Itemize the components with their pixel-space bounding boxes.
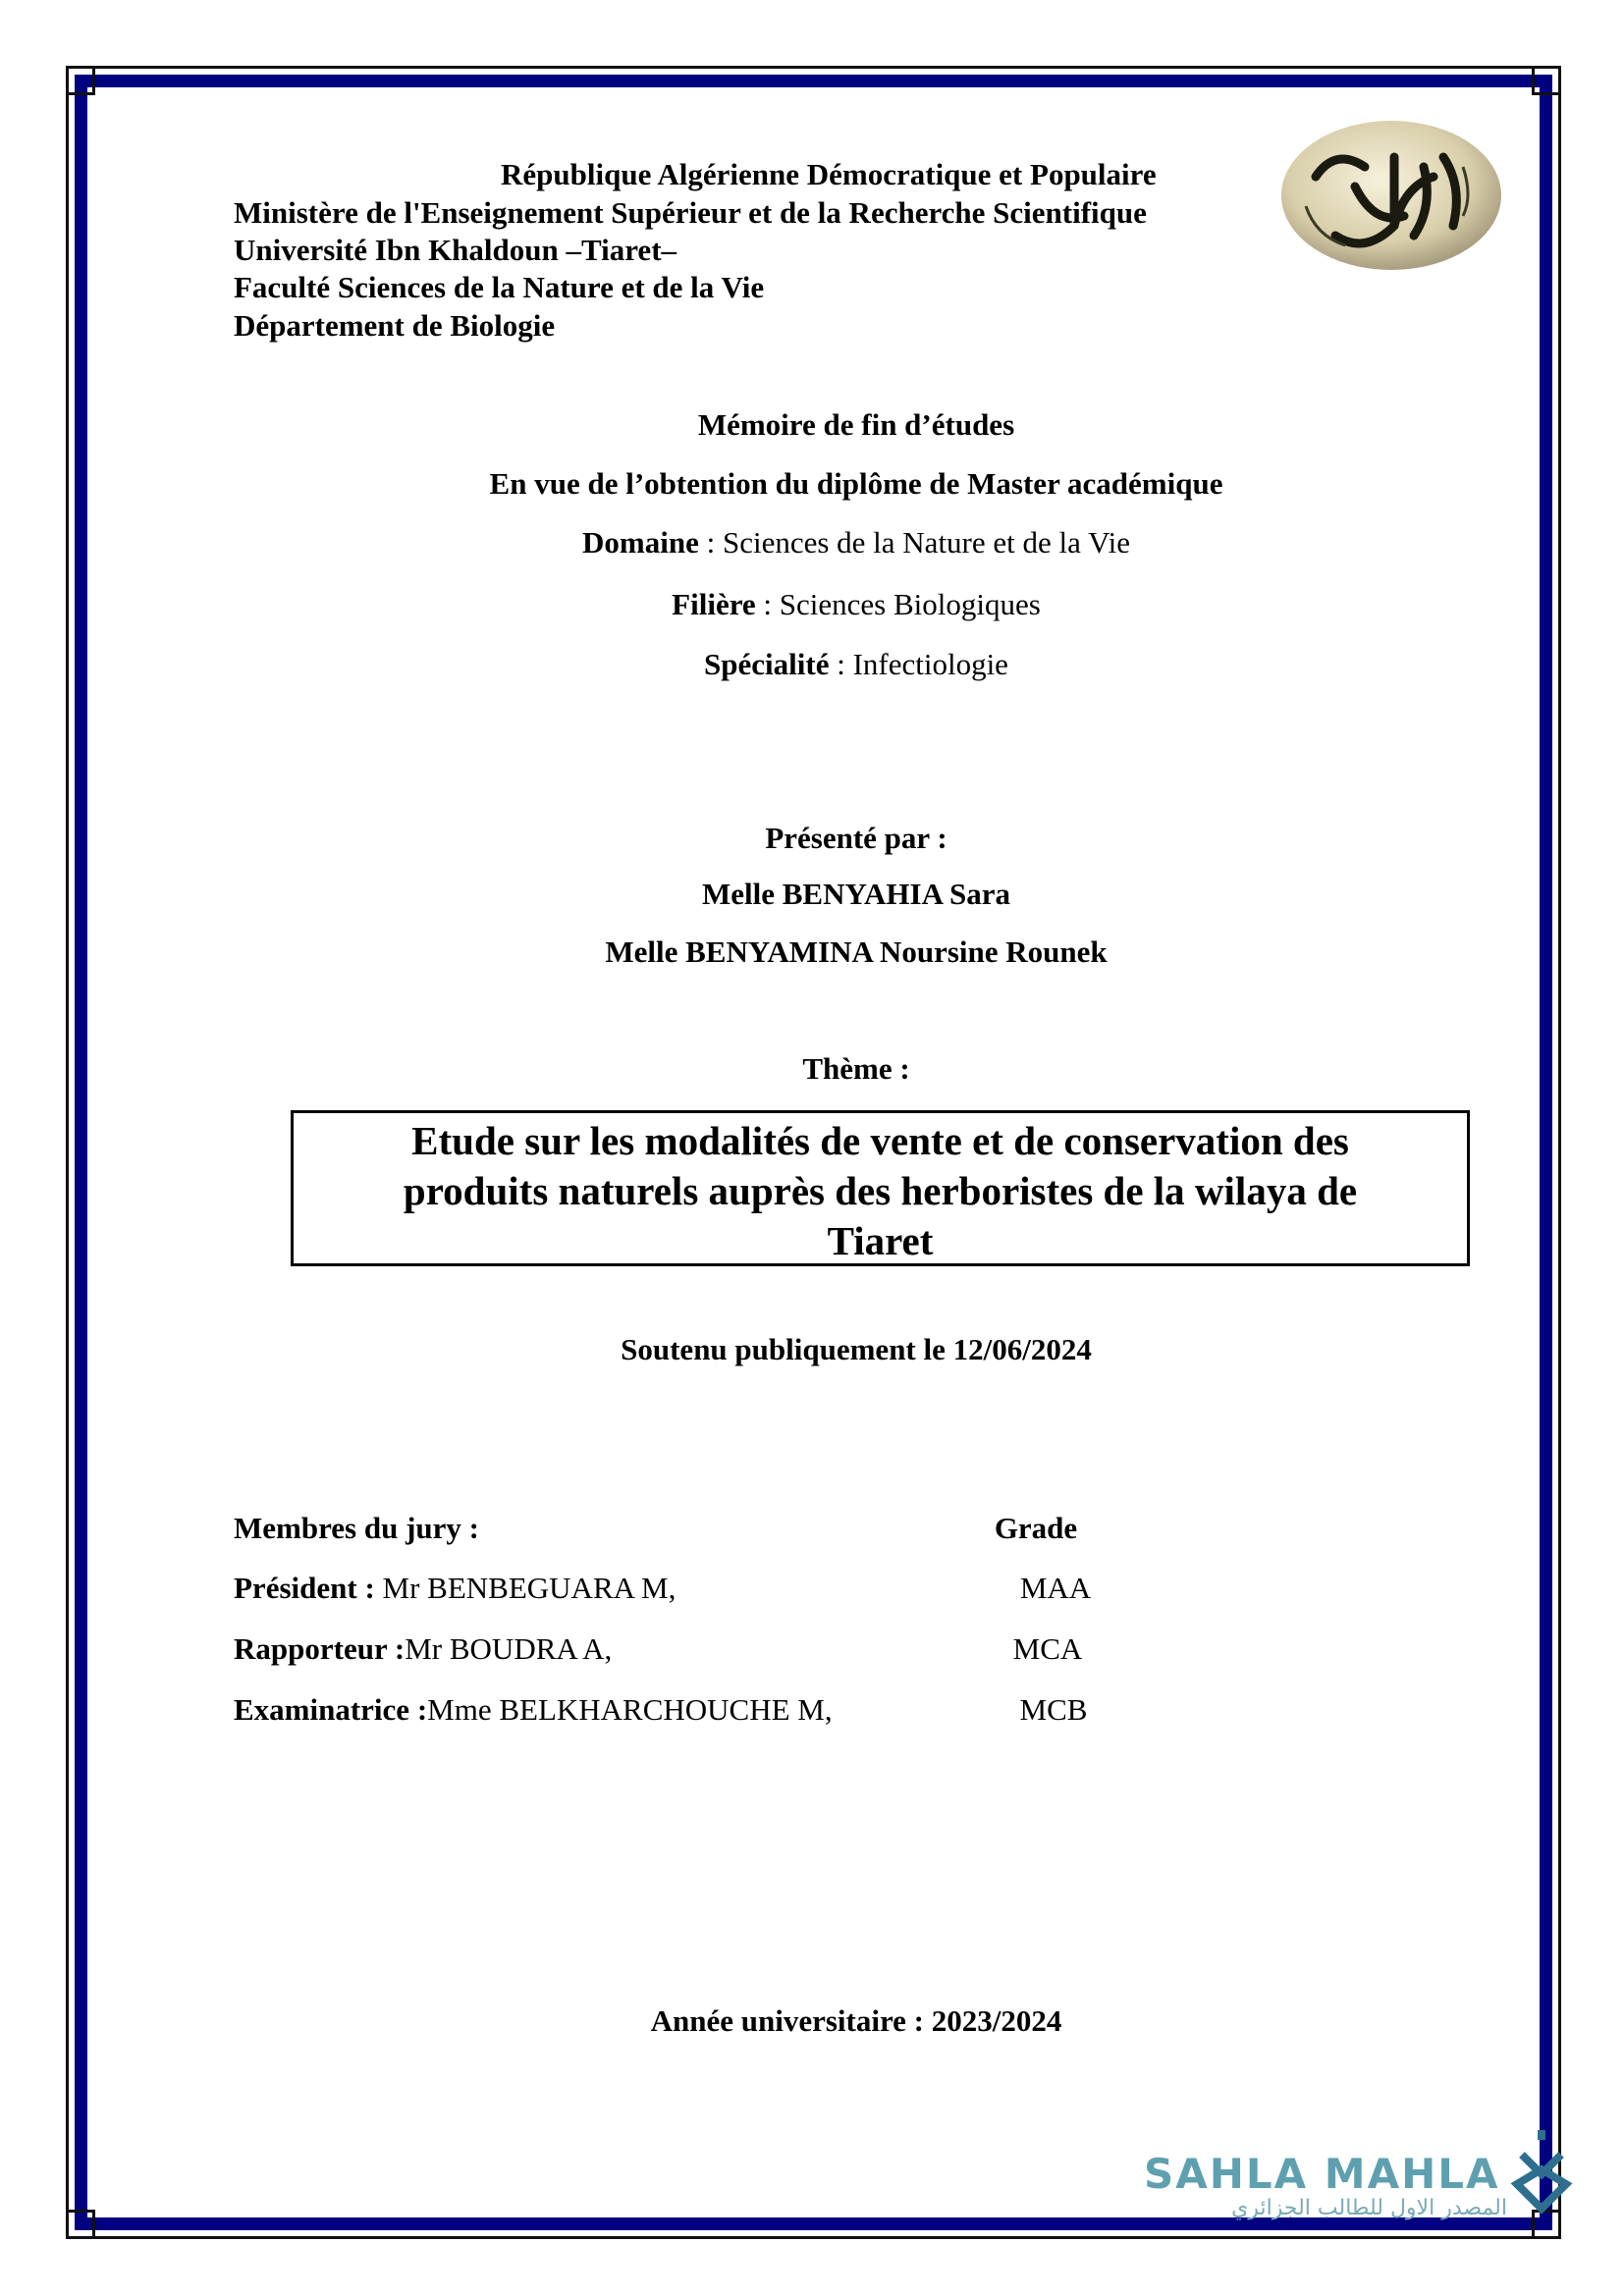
- jury-member: [234, 1631, 612, 1667]
- author-2: Melle BENYAMINA Noursine Rounek: [605, 934, 1108, 969]
- frame-corner: [66, 66, 95, 95]
- watermark-emblem-icon: [1507, 2125, 1576, 2223]
- filiere-label: Filière: [672, 587, 756, 621]
- memoire-subtitle: En vue de l’obtention du diplôme de Master académique: [489, 466, 1223, 501]
- thesis-title-line: Tiaret: [827, 1218, 934, 1263]
- watermark-arabic: المصدر الاول للطالب الجزائري: [1231, 2196, 1507, 2220]
- header-ministry: Ministère de l'Enseignement Supérieur et de la Recherche Scientifique: [234, 195, 1147, 230]
- thesis-title-line: produits naturels auprès des herboristes de la wilaya de: [403, 1168, 1358, 1213]
- frame-corner: [1532, 66, 1561, 95]
- university-logo: [1276, 118, 1506, 273]
- jury-name: Mme BELKHARCHOUCHE M,: [427, 1692, 833, 1727]
- jury-grade: MCA: [1012, 1631, 1083, 1666]
- memoire-title: Mémoire de fin d’études: [697, 407, 1015, 442]
- jury-grade: MAA: [1019, 1571, 1092, 1605]
- specialite-value: : Infectiologie: [829, 647, 1008, 681]
- jury-role: Président :: [234, 1571, 383, 1605]
- jury-member: [234, 1571, 676, 1606]
- jury-grade: MCB: [1019, 1692, 1088, 1727]
- header-university: Université Ibn Khaldoun –Tiaret–: [234, 233, 677, 267]
- defense-date: Soutenu publiquement le 12/06/2024: [621, 1332, 1092, 1366]
- watermark: [1144, 2150, 1507, 2221]
- filiere-value: : Sciences Biologiques: [755, 587, 1041, 621]
- academic-year: Année universitaire : 2023/2024: [650, 2003, 1062, 2038]
- thesis-title-box: [291, 1110, 1470, 1266]
- jury-role: Rapporteur :: [234, 1631, 406, 1666]
- domaine-line: [0, 525, 1624, 561]
- watermark-latin: SAHLA MAHLA: [1144, 2150, 1500, 2198]
- jury-role: Examinatrice :: [234, 1692, 428, 1727]
- grade-header: Grade: [994, 1511, 1078, 1545]
- domaine-label: Domaine: [582, 525, 699, 560]
- jury-header: Membres du jury :: [234, 1511, 479, 1545]
- domaine-value: : Sciences de la Nature et de la Vie: [698, 525, 1130, 560]
- author-1: Melle BENYAHIA Sara: [701, 877, 1011, 911]
- specialite-label: Spécialité: [704, 647, 830, 681]
- jury-name: Mr BENBEGUARA M,: [382, 1571, 677, 1605]
- header-republic: République Algérienne Démocratique et Populaire: [501, 157, 1157, 191]
- presented-label: Présenté par :: [765, 821, 947, 855]
- jury-member: [234, 1692, 833, 1728]
- header-faculty: Faculté Sciences de la Nature et de la Vie: [234, 270, 765, 304]
- filiere-line: [0, 587, 1624, 622]
- header-department: Département de Biologie: [234, 308, 556, 343]
- frame-corner: [66, 2210, 95, 2239]
- jury-name: Mr BOUDRA A,: [405, 1631, 613, 1666]
- theme-label: Thème :: [802, 1051, 910, 1086]
- specialite-line: [0, 647, 1624, 682]
- thesis-title-line: Etude sur les modalités de vente et de conservation des: [411, 1118, 1349, 1163]
